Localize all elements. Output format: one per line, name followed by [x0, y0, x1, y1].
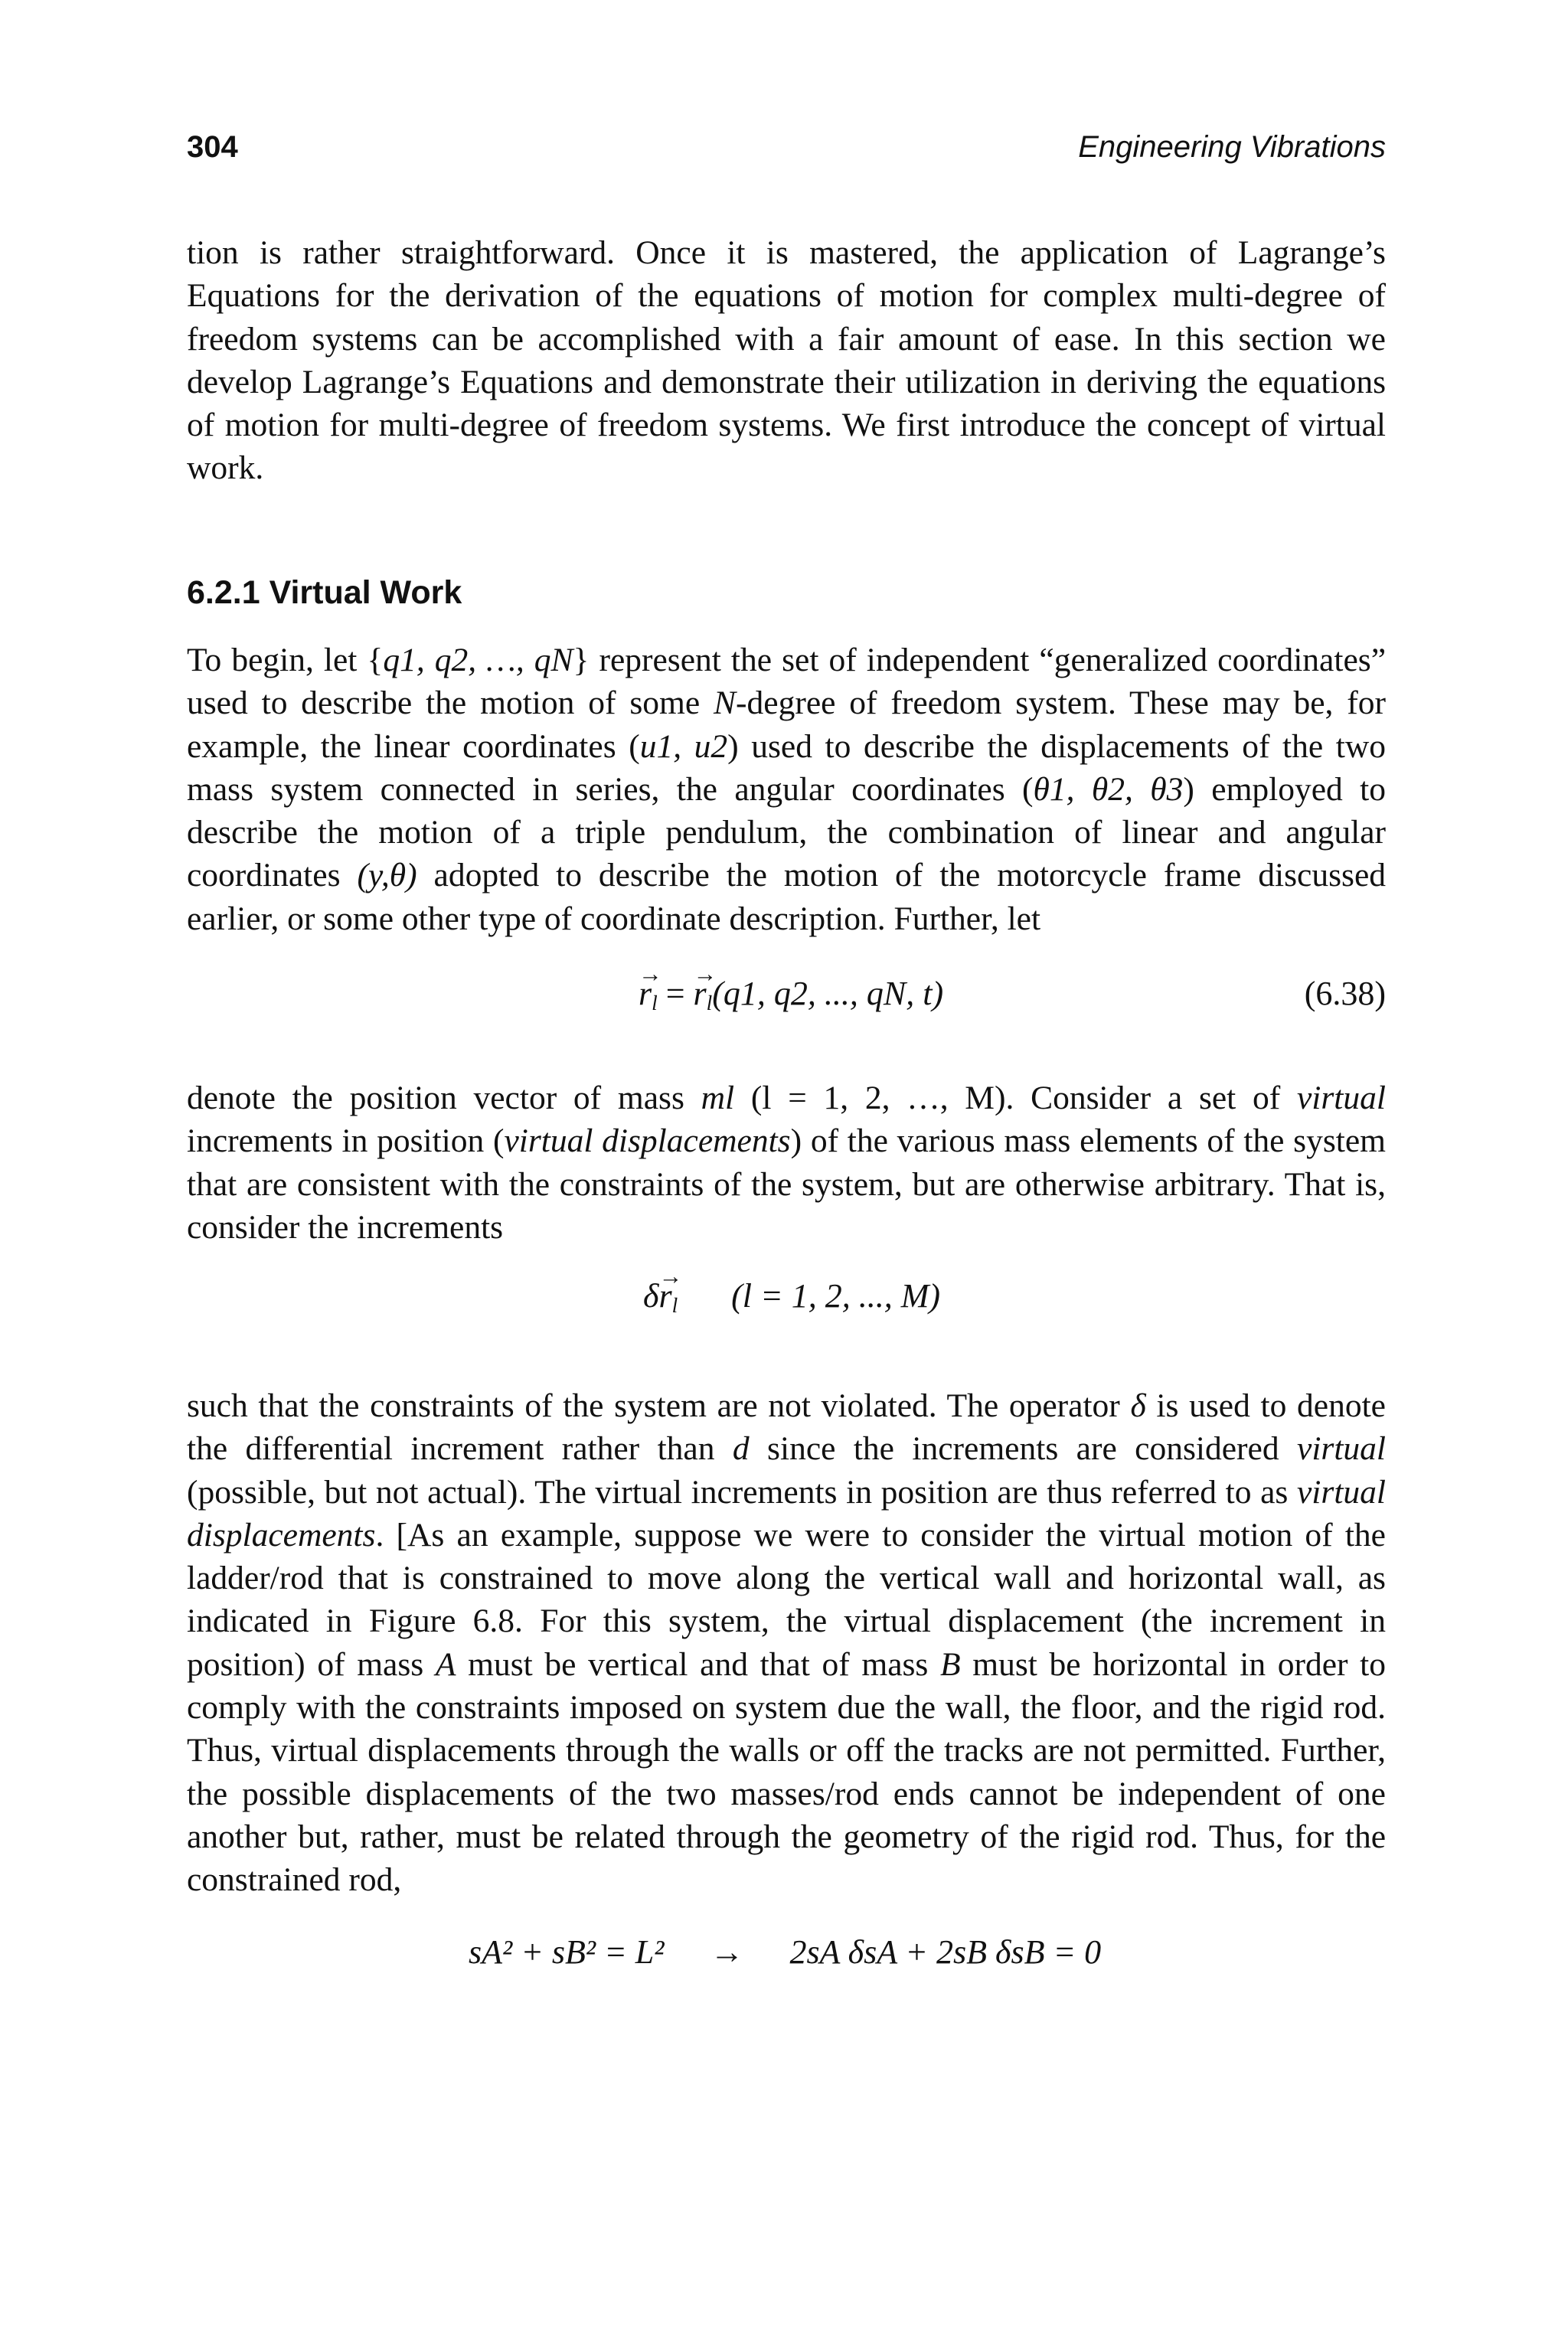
- mass-symbol: ml: [701, 1080, 735, 1116]
- text-run: such that the constraints of the system are not violated. The operator: [187, 1387, 1131, 1424]
- section-heading: 6.2.1 Virtual Work: [187, 574, 462, 611]
- function-arguments: (q1, q2, ..., qN, t): [712, 975, 944, 1012]
- constraint-rhs: 2sA δsA + 2sB δsB = 0: [789, 1933, 1102, 1971]
- text-run: To begin, let {: [187, 642, 384, 678]
- subscript: l: [671, 1293, 678, 1317]
- paragraph-generalized-coordinates: [187, 639, 1386, 940]
- paragraph-constraints: [187, 1384, 1386, 1902]
- index-range: (l = 1, 2, ..., M): [731, 1277, 941, 1315]
- delta-symbol: δ: [1130, 1387, 1146, 1424]
- paragraph-virtual-increments: [187, 1077, 1386, 1249]
- equation-increments: [643, 1276, 940, 1318]
- text-run: (possible, but not actual). The virtual increments in position are thus referred to as: [187, 1473, 1297, 1511]
- emphasis-virtual: virtual: [1297, 1430, 1387, 1468]
- emphasis-virtual: virtual: [1296, 1080, 1386, 1116]
- running-header-title: Engineering Vibrations: [1078, 130, 1386, 164]
- equals-sign: =: [657, 975, 694, 1012]
- text-run: -degree of freedom system. These may be, for example, the linear coordinates (: [187, 684, 1387, 765]
- d-symbol: d: [732, 1430, 750, 1468]
- symbol-n: N: [714, 684, 737, 722]
- text-run: increments in position (: [187, 1122, 505, 1160]
- mass-a-symbol: A: [435, 1645, 456, 1683]
- constraint-lhs: sA² + sB² = L²: [469, 1933, 665, 1971]
- equation-number: (6.38): [1304, 975, 1386, 1012]
- equation-6-38: [639, 974, 943, 1015]
- text-run: ) used to describe the displacements of the two mass system connected in series, the angular coordinates (: [187, 727, 1386, 808]
- coordinate-set: q1, q2, …, qN: [383, 642, 573, 678]
- text-run: (l = 1, 2, …, M). Consider a set of: [734, 1080, 1297, 1116]
- delta-operator: δ: [643, 1277, 659, 1315]
- emphasis-virtual-displacements: virtual displacements: [187, 1473, 1386, 1554]
- linear-coordinates: u1, u2: [639, 727, 728, 765]
- text-run: } represent the set of independent “generalized coordinates” used to describe the motion of some: [187, 642, 1386, 722]
- text-run: denote the position vector of mass: [187, 1080, 701, 1116]
- implies-arrow: →: [710, 1933, 744, 1971]
- text-run: is used to denote the differential increment rather than: [187, 1387, 1386, 1468]
- emphasis-virtual-displacements: virtual displacements: [504, 1122, 791, 1160]
- subscript: l: [652, 991, 658, 1014]
- angular-coordinates: θ1, θ2, θ3: [1033, 770, 1184, 808]
- text-run: adopted to describe the motion of the motorcycle frame discussed earlier, or some other type of coordinate description. Further, let: [187, 857, 1386, 937]
- text-run: since the increments are considered: [749, 1430, 1298, 1468]
- position-vector: → r: [658, 1276, 671, 1315]
- text-run: ) of the various mass elements of the system that are consistent with the constraints of the system, but are otherwise arbitrary. That is, consider the increments: [187, 1122, 1386, 1246]
- text-run: must be vertical and that of mass: [456, 1645, 941, 1683]
- subscript: l: [706, 991, 713, 1014]
- position-vector: → r: [639, 974, 652, 1013]
- paragraph-intro: tion is rather straightforward. Once it is mastered, the application of Lagrange’s Equations for the derivation of the equations of motion for complex multi-degree of freedom systems can be accomplished with a fair amount of ease. In this section we develop Lagrange’s Equations and demonstrate their utilization in deriving the equations of motion for multi-degree of freedom systems. We first introduce the concept of virtual work.: [187, 234, 1386, 487]
- equation-constraint: [469, 1933, 1101, 1972]
- text-run: ) employed to describe the motion of a triple pendulum, the combination of linear and angular coordinates: [187, 770, 1387, 894]
- mass-b-symbol: B: [940, 1645, 961, 1683]
- text-run: . [As an example, suppose we were to consider the virtual motion of the ladder/rod that is constrained to move along the vertical wall and horizontal wall, as indicated in Figure 6.8. For this system, the virtual displacement (the increment in position) of mass: [187, 1516, 1386, 1683]
- text-run: must be horizontal in order to comply with the constraints imposed on system due the wall, the floor, and the rigid rod. Thus, virtual displacements through the walls or off the tracks are not permitted. Further, the possible displacements of the two masses/rod ends cannot be independent of one another but, rather, must be related through the geometry of the rigid rod. Thus, for the constrained rod,: [187, 1645, 1386, 1899]
- position-vector: → r: [694, 974, 707, 1013]
- mixed-coordinates: (y,θ): [357, 857, 417, 894]
- page-number: 304: [187, 130, 238, 164]
